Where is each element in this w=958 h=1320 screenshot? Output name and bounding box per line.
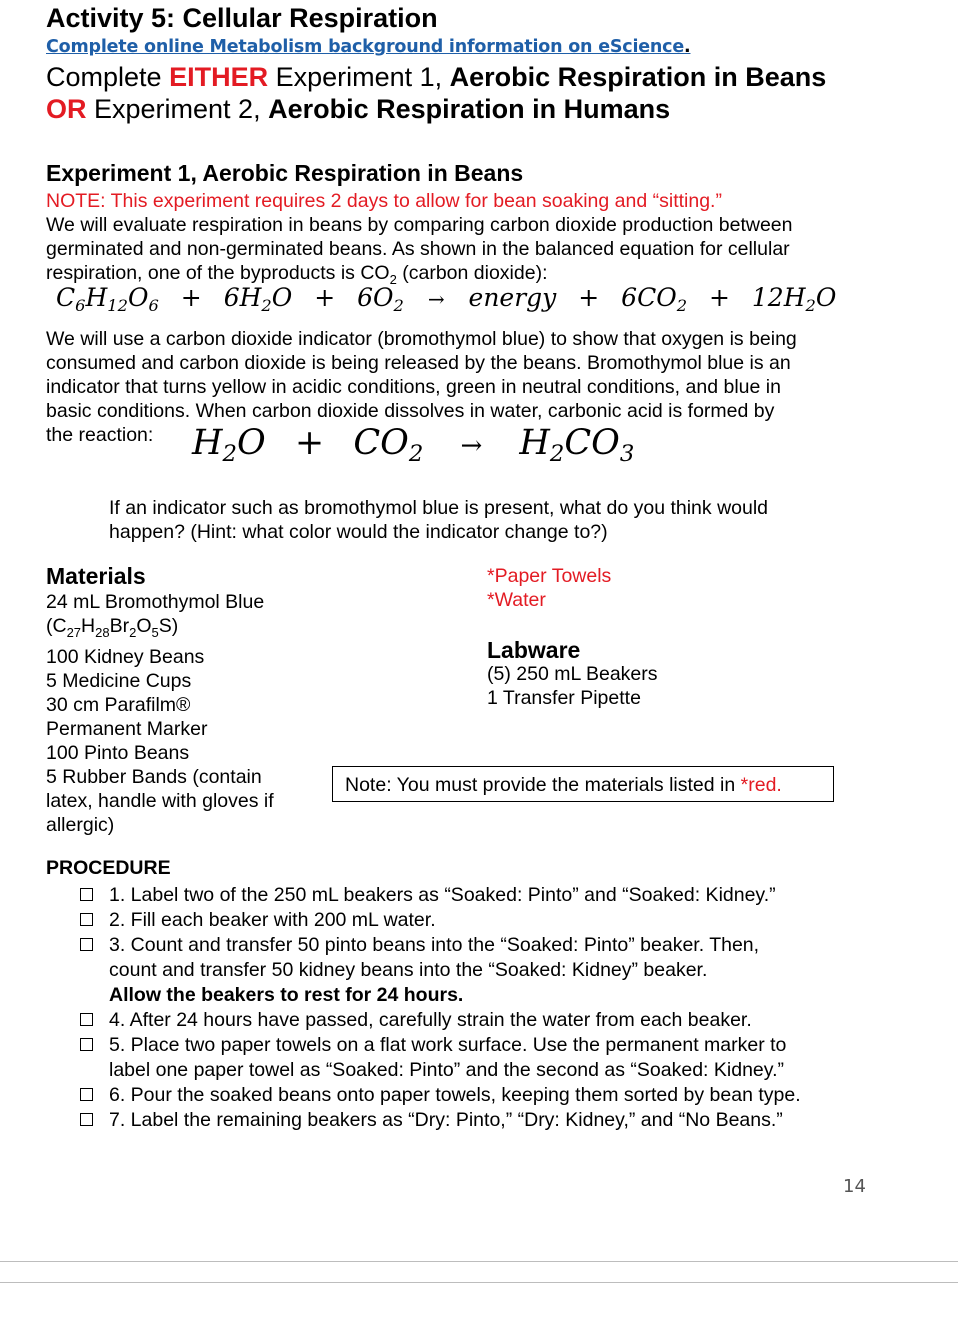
eq-sub: 2 bbox=[549, 440, 565, 467]
eq-arrow: → bbox=[460, 431, 483, 461]
step-text: 7. Label the remaining beakers as “Dry: Pinto,” “Dry: Kidney,” and “No Beans.” bbox=[109, 1109, 783, 1131]
labware-heading: Labware bbox=[487, 637, 581, 663]
eq-term: 6CO bbox=[621, 283, 677, 312]
choice-text: Complete bbox=[46, 62, 170, 92]
step-text: 1. Label two of the 250 mL beakers as “Soaked: Pinto” and “Soaked: Kidney.” bbox=[109, 884, 776, 906]
labware-item: 1 Transfer Pipette bbox=[487, 687, 641, 709]
page-number: 14 bbox=[843, 1176, 866, 1197]
background-link-period: . bbox=[684, 37, 691, 57]
note-text: Note: You must provide the materials listed in bbox=[345, 774, 741, 796]
step-text: 3. Count and transfer 50 pinto beans into the “Soaked: Pinto” beaker. Then, bbox=[109, 934, 760, 956]
eq-plus: + bbox=[294, 423, 325, 463]
material-item: latex, handle with gloves if bbox=[46, 789, 274, 812]
intro-paragraph bbox=[46, 213, 866, 292]
step-text: 4. After 24 hours have passed, carefully strain the water from each beaker. bbox=[109, 1009, 752, 1031]
step-text: 2. Fill each beaker with 200 mL water. bbox=[109, 909, 436, 931]
material-item: 100 Kidney Beans bbox=[46, 645, 205, 668]
experiment-2-name: Aerobic Respiration in Humans bbox=[268, 94, 671, 124]
material-item: 24 mL Bromothymol Blue bbox=[46, 591, 265, 613]
material-item: 5 Rubber Bands (contain bbox=[46, 765, 262, 788]
note-red-text: *red. bbox=[740, 774, 782, 796]
eq-sub: 3 bbox=[619, 440, 635, 467]
indicator-line: the reaction: bbox=[46, 424, 154, 446]
eq-arrow: → bbox=[427, 287, 445, 311]
respiration-equation bbox=[56, 283, 836, 315]
checkbox[interactable] bbox=[80, 1088, 93, 1101]
eq-sub: 2 bbox=[408, 440, 424, 467]
indicator-line: basic conditions. When carbon dioxide dissolves in water, carbonic acid is formed by bbox=[46, 400, 775, 422]
experiment-1-name: Aerobic Respiration in Beans bbox=[449, 62, 827, 92]
checkbox[interactable] bbox=[80, 888, 93, 901]
material-item: Permanent Marker bbox=[46, 717, 208, 740]
eq-plus: + bbox=[314, 283, 336, 312]
eq-term: 6O bbox=[357, 283, 394, 312]
question-line: If an indicator such as bromothymol blue is present, what do you think would bbox=[109, 497, 769, 519]
eq-plus: + bbox=[709, 283, 730, 312]
step-emphasis: Allow the beakers to rest for 24 hours. bbox=[109, 984, 464, 1006]
intro-text: respiration, one of the byproducts is CO bbox=[46, 262, 390, 284]
eq-term: H bbox=[519, 423, 550, 463]
formula-part: S) bbox=[158, 615, 179, 637]
checkbox[interactable] bbox=[80, 1013, 93, 1026]
carbonic-acid-equation bbox=[192, 423, 634, 467]
eq-sub: 2 bbox=[805, 295, 816, 315]
formula-sub: 5 bbox=[151, 624, 159, 640]
student-provided-materials bbox=[487, 564, 787, 612]
checkbox[interactable] bbox=[80, 1038, 93, 1051]
eq-term: C bbox=[56, 283, 76, 312]
question-line: happen? (Hint: what color would the indicator change to?) bbox=[109, 521, 608, 543]
formula-sub: 2 bbox=[129, 624, 137, 640]
eq-sub: 6 bbox=[75, 295, 86, 315]
formula-part: Br bbox=[109, 615, 130, 637]
intro-line: germinated and non-germinated beans. As shown in the balanced equation for cellular bbox=[46, 238, 790, 260]
eq-term: CO bbox=[564, 423, 620, 463]
formula-sub: 27 bbox=[66, 624, 82, 640]
eq-term: 12H bbox=[751, 283, 806, 312]
experiment-note: NOTE: This experiment requires 2 days to allow for bean soaking and “sitting.” bbox=[46, 190, 722, 212]
eq-sub: 2 bbox=[393, 295, 404, 315]
materials-list bbox=[46, 564, 336, 837]
experiment-choice-line-2 bbox=[46, 94, 670, 125]
formula-part: (C bbox=[46, 615, 67, 637]
eq-sub: 12 bbox=[107, 295, 128, 315]
eq-term: O bbox=[127, 283, 149, 312]
formula-part: H bbox=[81, 615, 96, 637]
formula-part: O bbox=[136, 615, 152, 637]
indicator-line: consumed and carbon dioxide is being released by the beans. Bromothymol blue is an bbox=[46, 352, 791, 374]
material-item: 100 Pinto Beans bbox=[46, 741, 190, 764]
eq-sub: 2 bbox=[222, 440, 238, 467]
choice-text: Experiment 2, bbox=[86, 94, 269, 124]
eq-sub: 2 bbox=[676, 295, 688, 315]
choice-text: Experiment 1, bbox=[268, 62, 450, 92]
indicator-line: We will use a carbon dioxide indicator (bromothymol blue) to show that oxygen is being bbox=[46, 328, 797, 350]
step-text: 6. Pour the soaked beans onto paper towels, keeping them sorted by bean type. bbox=[109, 1084, 801, 1106]
eq-term: 6H bbox=[223, 283, 262, 312]
material-item: 30 cm Parafilm® bbox=[46, 693, 191, 716]
formula-sub: 28 bbox=[95, 624, 110, 640]
eq-term: H bbox=[85, 283, 108, 312]
material-formula bbox=[46, 614, 336, 645]
materials-note-box bbox=[332, 766, 834, 802]
eq-sub: 2 bbox=[261, 295, 272, 315]
step-text: label one paper towel as “Soaked: Pinto” and the second as “Soaked: Kidney.” bbox=[109, 1059, 784, 1081]
intro-line: We will evaluate respiration in beans by comparing carbon dioxide production between bbox=[46, 214, 793, 236]
either-emphasis: EITHER bbox=[169, 62, 269, 92]
subscript: 2 bbox=[389, 271, 397, 287]
eq-term: H bbox=[192, 423, 223, 463]
eq-term: O bbox=[237, 423, 266, 463]
eq-sub: 6 bbox=[148, 295, 159, 315]
background-link-text[interactable]: Complete online Metabolism background information on eScience bbox=[46, 37, 685, 57]
question-paragraph bbox=[109, 496, 869, 544]
experiment-choice-line-1 bbox=[46, 62, 826, 93]
procedure-heading: PROCEDURE bbox=[46, 857, 171, 879]
checkbox[interactable] bbox=[80, 1113, 93, 1126]
checkbox[interactable] bbox=[80, 938, 93, 951]
page-divider bbox=[0, 1282, 958, 1283]
materials-heading: Materials bbox=[46, 563, 146, 589]
eq-plus: + bbox=[578, 283, 600, 312]
labware-list bbox=[487, 638, 787, 710]
material-item: 5 Medicine Cups bbox=[46, 669, 192, 692]
student-material-item: *Water bbox=[487, 589, 546, 611]
step-text: 5. Place two paper towels on a flat work surface. Use the permanent marker to bbox=[109, 1034, 787, 1056]
page-divider bbox=[0, 1261, 958, 1262]
step-text: count and transfer 50 kidney beans into the “Soaked: Kidney” beaker. bbox=[109, 959, 708, 981]
experiment-1-heading: Experiment 1, Aerobic Respiration in Beans bbox=[46, 160, 524, 186]
eq-term: O bbox=[815, 283, 837, 312]
checkbox[interactable] bbox=[80, 913, 93, 926]
background-link[interactable] bbox=[46, 37, 690, 57]
intro-text: (carbon dioxide): bbox=[396, 262, 548, 284]
eq-plus: + bbox=[180, 283, 202, 312]
eq-term: CO bbox=[353, 423, 409, 463]
activity-title: Activity 5: Cellular Respiration bbox=[46, 3, 438, 33]
labware-item: (5) 250 mL Beakers bbox=[487, 663, 658, 685]
eq-term: O bbox=[271, 283, 293, 312]
student-material-item: *Paper Towels bbox=[487, 565, 612, 587]
indicator-line: indicator that turns yellow in acidic conditions, green in neutral conditions, and blue in bbox=[46, 376, 781, 398]
material-item: allergic) bbox=[46, 813, 115, 836]
or-emphasis: OR bbox=[46, 94, 87, 124]
eq-term: energy bbox=[468, 283, 557, 312]
